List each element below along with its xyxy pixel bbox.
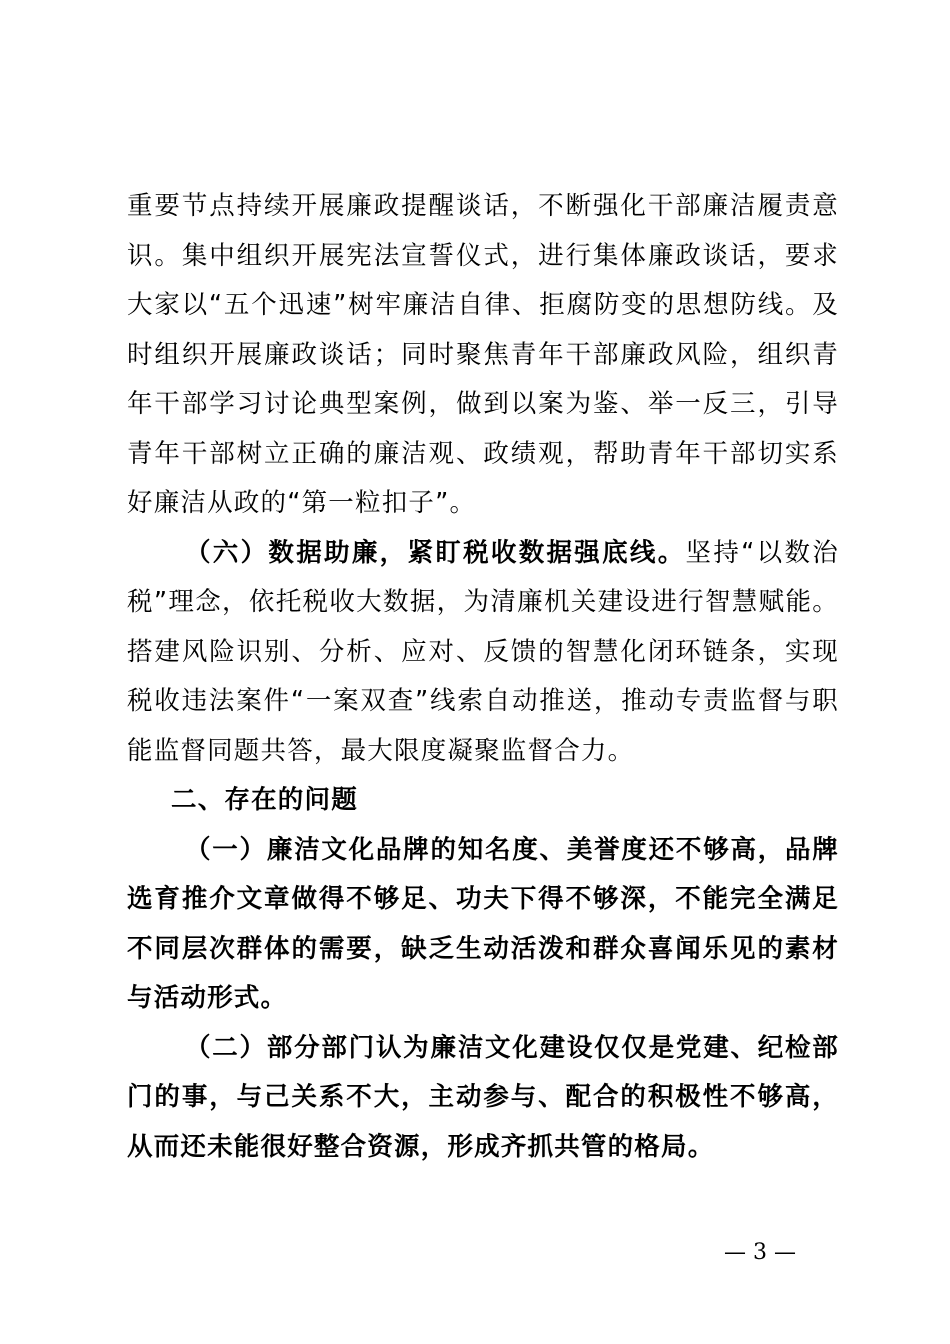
paragraph-lead-heading: （六）数据助廉，紧盯税收数据强底线。 bbox=[185, 537, 686, 568]
page-number: — 3 — bbox=[724, 1240, 796, 1265]
problem-item-2: （二）部分部门认为廉洁文化建设仅仅是党建、纪检部门的事，与己关系不大，主动参与、配合的积极性不够高，从而还未能很好整合资源，形成齐抓共管的格局。 bbox=[127, 1032, 839, 1162]
paragraph-body-text: 坚持“以数治税”理念，依托税收大数据，为清廉机关建设进行智慧赋能。搭建风险识别、分析、应对、反馈的智慧化闭环链条，实现税收违法案件“一案双查”线索自动推送，推动专责监督与职能监督同题共答，最大限度凝聚监督合力。 bbox=[127, 537, 839, 766]
paragraph-data-integrity bbox=[127, 529, 839, 777]
paragraph-continuation: 重要节点持续开展廉政提醒谈话，不断强化干部廉洁履责意识。集中组织开展宪法宣誓仪式，进行集体廉政谈话，要求大家以“五个迅速”树牢廉洁自律、拒腐防变的思想防线。及时组织开展廉政谈话；同时聚焦青年干部廉政风险，组织青年干部学习讨论典型案例，做到以案为鉴、举一反三，引导青年干部树立正确的廉洁观、政绩观，帮助青年干部切实系好廉洁从政的“第一粒扣子”。 bbox=[127, 191, 839, 518]
document-body bbox=[127, 182, 839, 1172]
section-heading: 二、存在的问题 bbox=[171, 785, 358, 815]
problem-item-1: （一）廉洁文化品牌的知名度、美誉度还不够高，品牌选育推介文章做得不够足、功夫下得不够深，不能完全满足不同层次群体的需要，缺乏生动活泼和群众喜闻乐见的素材与活动形式。 bbox=[127, 834, 839, 1013]
